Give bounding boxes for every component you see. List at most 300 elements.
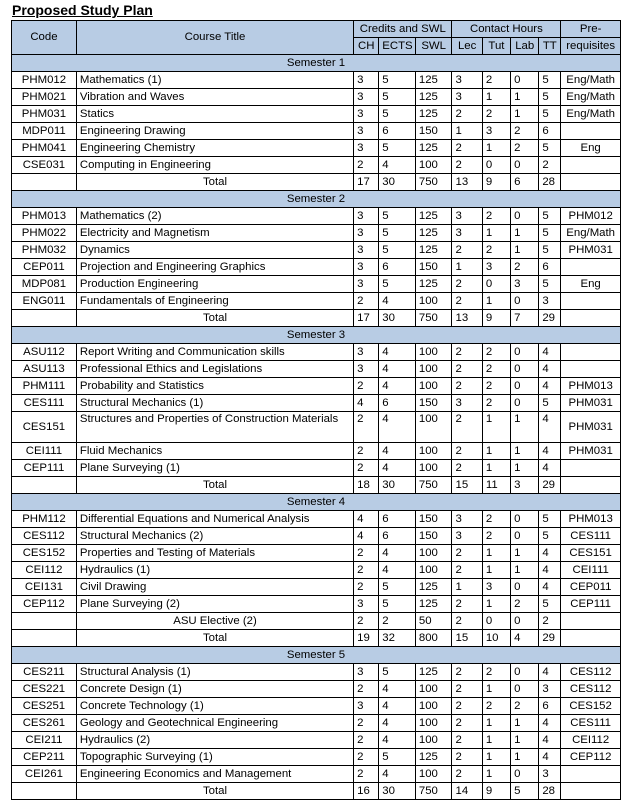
course-prerequisite: Eng: [561, 140, 621, 157]
total-prereq-blank: [561, 477, 621, 494]
course-row: [12, 89, 621, 106]
course-tt: 4: [539, 545, 561, 562]
course-prerequisite: PHM013: [561, 511, 621, 528]
course-tt: 6: [539, 698, 561, 715]
course-code: CES151: [12, 412, 77, 443]
course-row: [12, 378, 621, 395]
course-title: Concrete Design (1): [76, 681, 353, 698]
course-ch: 3: [354, 140, 379, 157]
course-title: Electricity and Magnetism: [76, 225, 353, 242]
course-row: [12, 664, 621, 681]
semester-total-row: [12, 174, 621, 191]
total-ects: 30: [379, 783, 416, 800]
course-swl: 125: [415, 276, 452, 293]
course-swl: 100: [415, 545, 452, 562]
course-ch: 2: [354, 443, 379, 460]
total-ects: 30: [379, 174, 416, 191]
total-swl: 750: [415, 174, 452, 191]
swl-header: SWL: [415, 38, 452, 55]
course-ch: 2: [354, 749, 379, 766]
course-title: Production Engineering: [76, 276, 353, 293]
course-ects: 6: [379, 528, 416, 545]
course-code: PHM111: [12, 378, 77, 395]
course-row: [12, 344, 621, 361]
course-code: CSE031: [12, 157, 77, 174]
total-lec: 15: [452, 477, 482, 494]
course-tut: 0: [482, 613, 510, 630]
course-row: [12, 157, 621, 174]
course-swl: 150: [415, 395, 452, 412]
contact-hours-header: Contact Hours: [452, 21, 561, 38]
total-lab: 7: [511, 310, 539, 327]
course-prerequisite: CES111: [561, 528, 621, 545]
total-tt: 29: [539, 310, 561, 327]
course-tt: 4: [539, 732, 561, 749]
course-lec: 2: [452, 242, 482, 259]
course-lab: 1: [511, 732, 539, 749]
course-code: CES261: [12, 715, 77, 732]
course-tt: 5: [539, 242, 561, 259]
course-tt: 5: [539, 72, 561, 89]
course-ch: 2: [354, 378, 379, 395]
course-tt: 3: [539, 681, 561, 698]
course-tt: 4: [539, 412, 561, 443]
course-code: MDP011: [12, 123, 77, 140]
course-lab: 2: [511, 140, 539, 157]
total-lab: 5: [511, 783, 539, 800]
course-title: Computing in Engineering: [76, 157, 353, 174]
course-swl: 100: [415, 715, 452, 732]
course-lec: 2: [452, 749, 482, 766]
course-row: [12, 749, 621, 766]
course-prerequisite: Eng/Math: [561, 106, 621, 123]
course-lec: 2: [452, 545, 482, 562]
course-swl: 100: [415, 361, 452, 378]
course-swl: 125: [415, 89, 452, 106]
course-prerequisite: [561, 460, 621, 477]
course-tt: 2: [539, 157, 561, 174]
course-swl: 100: [415, 293, 452, 310]
course-row: [12, 613, 621, 630]
course-code: CES211: [12, 664, 77, 681]
course-ch: 3: [354, 596, 379, 613]
course-code: PHM041: [12, 140, 77, 157]
course-swl: 125: [415, 596, 452, 613]
course-lec: 2: [452, 732, 482, 749]
course-prerequisite: CES151: [561, 545, 621, 562]
course-prerequisite: Eng/Math: [561, 89, 621, 106]
credits-swl-header: Credits and SWL: [354, 21, 452, 38]
course-prerequisite: PHM012: [561, 208, 621, 225]
course-ch: 2: [354, 562, 379, 579]
course-tt: 5: [539, 225, 561, 242]
course-swl: 100: [415, 698, 452, 715]
course-tut: 1: [482, 545, 510, 562]
course-lec: 2: [452, 157, 482, 174]
course-prerequisite: PHM031: [561, 242, 621, 259]
course-ects: 5: [379, 72, 416, 89]
course-ch: 2: [354, 766, 379, 783]
course-title: Mathematics (1): [76, 72, 353, 89]
course-row: [12, 715, 621, 732]
course-lab: 0: [511, 681, 539, 698]
course-lab: 1: [511, 89, 539, 106]
course-tut: 1: [482, 715, 510, 732]
course-swl: 125: [415, 664, 452, 681]
total-ects: 32: [379, 630, 416, 647]
course-title: Fundamentals of Engineering: [76, 293, 353, 310]
course-swl: 100: [415, 344, 452, 361]
course-lab: 0: [511, 344, 539, 361]
course-ects: 5: [379, 749, 416, 766]
course-ects: 4: [379, 545, 416, 562]
total-prereq-blank: [561, 310, 621, 327]
course-swl: 125: [415, 225, 452, 242]
total-code-blank: [12, 310, 77, 327]
course-lab: 1: [511, 749, 539, 766]
course-lec: 2: [452, 443, 482, 460]
course-lab: 1: [511, 225, 539, 242]
course-title: Structural Mechanics (1): [76, 395, 353, 412]
total-label: Total: [76, 630, 353, 647]
course-code: CES251: [12, 698, 77, 715]
course-lab: 0: [511, 511, 539, 528]
header-row-top: [12, 21, 621, 38]
total-lab: 6: [511, 174, 539, 191]
course-code: CES111: [12, 395, 77, 412]
course-ch: 2: [354, 545, 379, 562]
course-swl: 100: [415, 157, 452, 174]
course-ch: 2: [354, 412, 379, 443]
semester-title: Semester 5: [12, 647, 621, 664]
course-lab: 1: [511, 562, 539, 579]
course-tut: 1: [482, 443, 510, 460]
course-tt: 4: [539, 361, 561, 378]
course-ects: 4: [379, 562, 416, 579]
total-code-blank: [12, 783, 77, 800]
course-prerequisite: CES112: [561, 681, 621, 698]
total-ch: 17: [354, 174, 379, 191]
course-row: [12, 528, 621, 545]
course-lab: 1: [511, 443, 539, 460]
course-tt: 4: [539, 579, 561, 596]
course-ects: 5: [379, 276, 416, 293]
total-tut: 11: [482, 477, 510, 494]
course-title: Structural Mechanics (2): [76, 528, 353, 545]
course-tt: 4: [539, 664, 561, 681]
course-tut: 3: [482, 123, 510, 140]
total-prereq-blank: [561, 174, 621, 191]
course-lec: 2: [452, 361, 482, 378]
course-title: Structures and Properties of Construction Materials: [76, 412, 353, 443]
course-prerequisite: CEP111: [561, 596, 621, 613]
course-row: [12, 766, 621, 783]
course-tt: 5: [539, 140, 561, 157]
course-tut: 1: [482, 293, 510, 310]
course-row: [12, 511, 621, 528]
course-ch: 3: [354, 259, 379, 276]
prereq-header-top: Pre-: [561, 21, 621, 38]
course-tt: 5: [539, 395, 561, 412]
total-code-blank: [12, 174, 77, 191]
course-ects: 4: [379, 361, 416, 378]
course-lec: 3: [452, 395, 482, 412]
total-tt: 28: [539, 783, 561, 800]
course-tut: 2: [482, 72, 510, 89]
course-row: [12, 579, 621, 596]
course-prerequisite: CEP011: [561, 579, 621, 596]
course-lec: 1: [452, 123, 482, 140]
course-prerequisite: CEI111: [561, 562, 621, 579]
course-lec: 2: [452, 106, 482, 123]
course-row: [12, 225, 621, 242]
course-lec: 2: [452, 766, 482, 783]
course-row: [12, 412, 621, 443]
course-ects: 5: [379, 225, 416, 242]
total-lec: 13: [452, 310, 482, 327]
course-prerequisite: [561, 361, 621, 378]
course-lab: 0: [511, 293, 539, 310]
course-ects: 4: [379, 681, 416, 698]
course-lab: 0: [511, 528, 539, 545]
total-ch: 19: [354, 630, 379, 647]
total-lec: 15: [452, 630, 482, 647]
total-lec: 14: [452, 783, 482, 800]
course-row: [12, 698, 621, 715]
course-lab: 2: [511, 123, 539, 140]
course-title: Plane Surveying (1): [76, 460, 353, 477]
code-header: Code: [12, 21, 77, 55]
course-row: [12, 106, 621, 123]
course-swl: 125: [415, 72, 452, 89]
course-code: PHM032: [12, 242, 77, 259]
course-ects: 6: [379, 511, 416, 528]
course-tt: 5: [539, 208, 561, 225]
course-prerequisite: [561, 293, 621, 310]
total-tut: 9: [482, 783, 510, 800]
course-tut: 1: [482, 681, 510, 698]
total-label: Total: [76, 310, 353, 327]
total-lab: 4: [511, 630, 539, 647]
course-code: CES221: [12, 681, 77, 698]
course-lab: 0: [511, 664, 539, 681]
course-code: PHM031: [12, 106, 77, 123]
course-ects: 4: [379, 443, 416, 460]
semester-title: Semester 4: [12, 494, 621, 511]
course-ch: 3: [354, 225, 379, 242]
course-lec: 3: [452, 72, 482, 89]
course-code: PHM012: [12, 72, 77, 89]
course-title: Properties and Testing of Materials: [76, 545, 353, 562]
course-lec: 2: [452, 715, 482, 732]
course-code: CEP111: [12, 460, 77, 477]
course-tt: 4: [539, 460, 561, 477]
course-lab: 1: [511, 242, 539, 259]
course-title: Structural Analysis (1): [76, 664, 353, 681]
course-tt: 5: [539, 276, 561, 293]
course-swl: 150: [415, 528, 452, 545]
course-lec: 2: [452, 293, 482, 310]
course-ch: 2: [354, 460, 379, 477]
course-prerequisite: [561, 259, 621, 276]
course-code: MDP081: [12, 276, 77, 293]
course-prerequisite: Eng: [561, 276, 621, 293]
course-swl: 125: [415, 106, 452, 123]
course-ects: 4: [379, 412, 416, 443]
total-ects: 30: [379, 310, 416, 327]
total-label: Total: [76, 174, 353, 191]
course-title: Report Writing and Communication skills: [76, 344, 353, 361]
course-code: ENG011: [12, 293, 77, 310]
course-row: [12, 259, 621, 276]
course-ch: 3: [354, 106, 379, 123]
page-title: Proposed Study Plan: [12, 2, 153, 18]
course-title: Fluid Mechanics: [76, 443, 353, 460]
course-lec: 3: [452, 208, 482, 225]
course-tt: 5: [539, 511, 561, 528]
course-ects: 6: [379, 123, 416, 140]
course-title: Probability and Statistics: [76, 378, 353, 395]
semester-header-row: [12, 494, 621, 511]
semester-total-row: [12, 783, 621, 800]
course-ects: 5: [379, 579, 416, 596]
course-lab: 1: [511, 545, 539, 562]
semester-total-row: [12, 477, 621, 494]
course-ects: 4: [379, 460, 416, 477]
course-row: [12, 460, 621, 477]
course-prerequisite: CES111: [561, 715, 621, 732]
course-tt: 4: [539, 715, 561, 732]
course-ch: 2: [354, 579, 379, 596]
course-row: [12, 545, 621, 562]
course-code: PHM013: [12, 208, 77, 225]
course-ects: 5: [379, 242, 416, 259]
course-code: PHM022: [12, 225, 77, 242]
course-title-header: Course Title: [76, 21, 353, 55]
course-ch: 4: [354, 528, 379, 545]
total-label: Total: [76, 477, 353, 494]
course-swl: 125: [415, 579, 452, 596]
course-lec: 2: [452, 596, 482, 613]
course-row: [12, 732, 621, 749]
course-prerequisite: [561, 344, 621, 361]
course-tt: 5: [539, 89, 561, 106]
course-ch: 4: [354, 511, 379, 528]
course-swl: 100: [415, 378, 452, 395]
course-code: CEP211: [12, 749, 77, 766]
course-tut: 1: [482, 225, 510, 242]
total-prereq-blank: [561, 630, 621, 647]
total-lec: 13: [452, 174, 482, 191]
course-tut: 1: [482, 766, 510, 783]
course-ects: 4: [379, 293, 416, 310]
course-tt: 4: [539, 344, 561, 361]
course-code: CEI211: [12, 732, 77, 749]
total-ch: 16: [354, 783, 379, 800]
total-swl: 750: [415, 783, 452, 800]
course-ch: 3: [354, 276, 379, 293]
course-swl: 150: [415, 259, 452, 276]
course-title: Statics: [76, 106, 353, 123]
course-title: Topographic Surveying (1): [76, 749, 353, 766]
course-tt: 4: [539, 749, 561, 766]
course-row: [12, 276, 621, 293]
course-ch: 3: [354, 242, 379, 259]
course-title: Plane Surveying (2): [76, 596, 353, 613]
total-ch: 17: [354, 310, 379, 327]
total-swl: 750: [415, 310, 452, 327]
course-row: [12, 562, 621, 579]
course-row: [12, 208, 621, 225]
course-lab: 2: [511, 698, 539, 715]
course-code: CEP011: [12, 259, 77, 276]
lec-header: Lec: [452, 38, 482, 55]
course-row: [12, 443, 621, 460]
course-row: [12, 395, 621, 412]
course-tut: 2: [482, 698, 510, 715]
course-ch: 4: [354, 395, 379, 412]
course-prerequisite: [561, 613, 621, 630]
course-lab: 1: [511, 715, 539, 732]
course-title: Civil Drawing: [76, 579, 353, 596]
course-lec: 3: [452, 225, 482, 242]
semester-header-row: [12, 327, 621, 344]
course-tut: 2: [482, 664, 510, 681]
course-lec: 2: [452, 344, 482, 361]
course-tut: 1: [482, 140, 510, 157]
course-ects: 4: [379, 766, 416, 783]
course-ects: 4: [379, 157, 416, 174]
total-tt: 29: [539, 630, 561, 647]
course-swl: 100: [415, 460, 452, 477]
course-ch: 3: [354, 208, 379, 225]
course-lab: 0: [511, 613, 539, 630]
course-row: [12, 72, 621, 89]
total-swl: 750: [415, 477, 452, 494]
course-prerequisite: [561, 766, 621, 783]
course-ects: 5: [379, 106, 416, 123]
course-title: Vibration and Waves: [76, 89, 353, 106]
course-tut: 2: [482, 208, 510, 225]
course-tt: 2: [539, 613, 561, 630]
course-swl: 150: [415, 511, 452, 528]
course-lec: 2: [452, 562, 482, 579]
tt-header: TT: [539, 38, 561, 55]
course-prerequisite: PHM031: [561, 443, 621, 460]
total-tut: 10: [482, 630, 510, 647]
course-tt: 5: [539, 106, 561, 123]
course-prerequisite: PHM031: [561, 412, 621, 443]
course-swl: 125: [415, 749, 452, 766]
course-lec: 2: [452, 412, 482, 443]
total-prereq-blank: [561, 783, 621, 800]
course-code: CES112: [12, 528, 77, 545]
course-lab: 0: [511, 208, 539, 225]
course-swl: 150: [415, 123, 452, 140]
course-title: Concrete Technology (1): [76, 698, 353, 715]
course-title: Hydraulics (1): [76, 562, 353, 579]
course-ch: 2: [354, 681, 379, 698]
course-lec: 1: [452, 259, 482, 276]
course-ch: 3: [354, 664, 379, 681]
course-code: ASU113: [12, 361, 77, 378]
semester-header-row: [12, 647, 621, 664]
course-tut: 2: [482, 378, 510, 395]
course-prerequisite: [561, 123, 621, 140]
course-ch: 2: [354, 157, 379, 174]
course-ects: 4: [379, 378, 416, 395]
semester-total-row: [12, 630, 621, 647]
